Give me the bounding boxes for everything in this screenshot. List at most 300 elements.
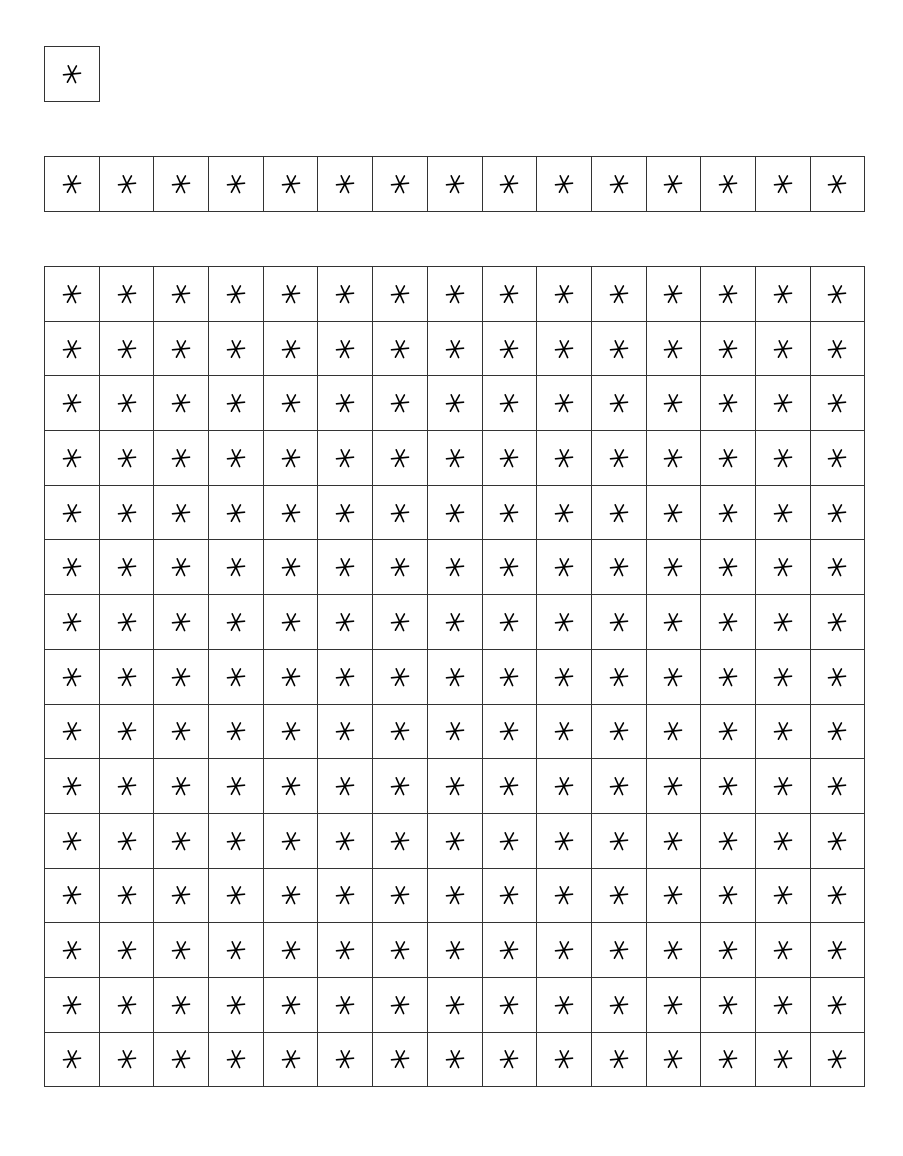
asterisk-icon <box>389 666 411 688</box>
asterisk-icon <box>553 1048 575 1070</box>
grid-cell <box>537 1033 592 1088</box>
grid-cell <box>45 322 100 377</box>
grid-cell <box>701 923 756 978</box>
asterisk-icon <box>444 939 466 961</box>
asterisk-icon <box>553 447 575 469</box>
asterisk-icon <box>170 775 192 797</box>
grid-cell <box>811 705 866 760</box>
asterisk-icon <box>498 392 520 414</box>
grid-cell <box>100 431 155 486</box>
grid-cell <box>537 923 592 978</box>
grid-cell <box>318 267 373 322</box>
asterisk-icon <box>826 283 848 305</box>
asterisk-icon <box>717 173 739 195</box>
grid-cell <box>811 1033 866 1088</box>
grid-cell <box>209 431 264 486</box>
asterisk-icon <box>498 1048 520 1070</box>
asterisk-icon <box>116 994 138 1016</box>
asterisk-icon <box>662 939 684 961</box>
grid-cell <box>318 595 373 650</box>
asterisk-icon <box>170 1048 192 1070</box>
asterisk-icon <box>826 939 848 961</box>
asterisk-icon <box>826 666 848 688</box>
grid-cell <box>318 431 373 486</box>
asterisk-icon <box>444 775 466 797</box>
asterisk-icon <box>61 392 83 414</box>
grid-cell <box>154 431 209 486</box>
grid-cell <box>428 376 483 431</box>
asterisk-icon <box>553 939 575 961</box>
grid-cell <box>209 759 264 814</box>
grid-cell <box>45 869 100 924</box>
grid-cell <box>647 814 702 869</box>
grid-cell <box>483 157 538 212</box>
grid-cell <box>318 157 373 212</box>
grid-cell <box>428 322 483 377</box>
asterisk-icon <box>553 775 575 797</box>
asterisk-icon <box>826 775 848 797</box>
grid-cell <box>373 595 428 650</box>
asterisk-icon <box>662 1048 684 1070</box>
asterisk-icon <box>444 556 466 578</box>
asterisk-icon <box>772 447 794 469</box>
grid-cell <box>592 923 647 978</box>
asterisk-icon <box>826 830 848 852</box>
grid-cell <box>537 978 592 1033</box>
asterisk-icon <box>61 611 83 633</box>
asterisk-icon <box>608 283 630 305</box>
grid-cell <box>701 1033 756 1088</box>
asterisk-icon <box>116 283 138 305</box>
asterisk-icon <box>608 775 630 797</box>
asterisk-icon <box>280 392 302 414</box>
grid-cell <box>428 869 483 924</box>
asterisk-icon <box>116 502 138 524</box>
asterisk-icon <box>280 884 302 906</box>
asterisk-icon <box>498 338 520 360</box>
grid-cell <box>318 486 373 541</box>
asterisk-icon <box>389 1048 411 1070</box>
grid-cell <box>701 759 756 814</box>
grid-cell <box>154 978 209 1033</box>
grid-cell <box>154 869 209 924</box>
asterisk-icon <box>444 283 466 305</box>
asterisk-icon <box>498 447 520 469</box>
asterisk-icon <box>334 447 356 469</box>
asterisk-icon <box>444 502 466 524</box>
grid-cell <box>100 157 155 212</box>
grid-cell <box>154 267 209 322</box>
grid-cell <box>756 923 811 978</box>
asterisk-icon <box>608 611 630 633</box>
grid-cell <box>701 978 756 1033</box>
asterisk-icon <box>444 173 466 195</box>
asterisk-icon <box>61 666 83 688</box>
grid-cell <box>811 814 866 869</box>
grid-cell <box>209 540 264 595</box>
asterisk-icon <box>116 173 138 195</box>
grid-cell <box>209 869 264 924</box>
asterisk-icon <box>772 884 794 906</box>
grid-cell <box>756 322 811 377</box>
asterisk-icon <box>170 939 192 961</box>
asterisk-icon <box>662 775 684 797</box>
grid-cell <box>647 650 702 705</box>
grid-cell <box>592 267 647 322</box>
grid-cell <box>264 759 319 814</box>
grid-cell <box>373 376 428 431</box>
asterisk-icon <box>389 338 411 360</box>
asterisk-icon <box>225 775 247 797</box>
grid-cell <box>701 595 756 650</box>
grid-cell <box>264 486 319 541</box>
asterisk-icon <box>826 994 848 1016</box>
asterisk-icon <box>61 994 83 1016</box>
asterisk-icon <box>170 556 192 578</box>
asterisk-icon <box>498 666 520 688</box>
asterisk-icon <box>553 666 575 688</box>
grid-cell <box>647 267 702 322</box>
grid-cell <box>264 595 319 650</box>
grid-cell <box>264 376 319 431</box>
grid-cell <box>647 923 702 978</box>
grid-cell <box>428 431 483 486</box>
grid-cell <box>100 869 155 924</box>
grid-cell <box>537 540 592 595</box>
asterisk-icon <box>334 611 356 633</box>
grid-cell <box>701 540 756 595</box>
asterisk-icon <box>225 556 247 578</box>
asterisk-icon <box>662 502 684 524</box>
grid-cell <box>483 869 538 924</box>
asterisk-icon <box>826 502 848 524</box>
asterisk-icon <box>280 556 302 578</box>
asterisk-icon <box>170 173 192 195</box>
asterisk-icon <box>826 611 848 633</box>
asterisk-icon <box>389 283 411 305</box>
asterisk-icon <box>498 173 520 195</box>
grid-cell <box>45 759 100 814</box>
asterisk-icon <box>61 63 83 85</box>
grid-cell <box>45 595 100 650</box>
grid-cell <box>592 322 647 377</box>
asterisk-icon <box>444 447 466 469</box>
asterisk-icon <box>225 611 247 633</box>
grid-cell <box>209 650 264 705</box>
grid-cell <box>154 322 209 377</box>
grid-cell <box>154 923 209 978</box>
asterisk-icon <box>334 556 356 578</box>
asterisk-icon <box>170 502 192 524</box>
asterisk-icon <box>116 666 138 688</box>
grid-cell <box>647 486 702 541</box>
asterisk-icon <box>225 392 247 414</box>
grid-cell <box>264 322 319 377</box>
asterisk-icon <box>280 666 302 688</box>
asterisk-icon <box>389 830 411 852</box>
asterisk-icon <box>498 939 520 961</box>
asterisk-icon <box>608 884 630 906</box>
grid-cell <box>647 759 702 814</box>
grid-cell <box>209 705 264 760</box>
grid-cell <box>756 595 811 650</box>
asterisk-icon <box>662 666 684 688</box>
grid-cell <box>373 978 428 1033</box>
asterisk-icon <box>717 611 739 633</box>
grid-cell <box>483 267 538 322</box>
asterisk-icon <box>280 447 302 469</box>
grid-cell <box>701 814 756 869</box>
grid-cell <box>45 486 100 541</box>
grid-cell <box>209 1033 264 1088</box>
grid-cell <box>373 1033 428 1088</box>
grid-cell <box>373 650 428 705</box>
asterisk-icon <box>61 884 83 906</box>
grid-cell <box>264 1033 319 1088</box>
asterisk-icon <box>389 447 411 469</box>
grid-cell <box>701 157 756 212</box>
grid-cell <box>483 540 538 595</box>
asterisk-icon <box>717 884 739 906</box>
asterisk-icon <box>498 775 520 797</box>
grid-cell <box>647 376 702 431</box>
asterisk-icon <box>553 502 575 524</box>
grid-cell <box>264 814 319 869</box>
asterisk-icon <box>553 611 575 633</box>
asterisk-icon <box>334 1048 356 1070</box>
grid-cell <box>592 431 647 486</box>
asterisk-icon <box>662 884 684 906</box>
grid-cell <box>154 376 209 431</box>
grid-cell <box>647 705 702 760</box>
grid-cell <box>373 705 428 760</box>
grid-cell <box>483 705 538 760</box>
grid-cell <box>756 376 811 431</box>
grid-cell <box>154 759 209 814</box>
grid-cell <box>45 47 100 102</box>
asterisk-icon <box>116 720 138 742</box>
asterisk-icon <box>498 720 520 742</box>
grid-cell <box>811 923 866 978</box>
grid-cell <box>318 322 373 377</box>
grid-cell <box>483 814 538 869</box>
grid-cell <box>701 431 756 486</box>
asterisk-icon <box>444 1048 466 1070</box>
grid-cell <box>318 869 373 924</box>
asterisk-icon <box>498 283 520 305</box>
asterisk-icon <box>772 775 794 797</box>
grid-cell <box>373 759 428 814</box>
asterisk-icon <box>826 338 848 360</box>
asterisk-icon <box>772 720 794 742</box>
grid-cell <box>756 814 811 869</box>
asterisk-icon <box>444 611 466 633</box>
grid-cell <box>701 869 756 924</box>
asterisk-icon <box>280 338 302 360</box>
grid-cell <box>428 814 483 869</box>
asterisk-icon <box>553 173 575 195</box>
grid-cell <box>100 759 155 814</box>
asterisk-icon <box>444 720 466 742</box>
grid-cell <box>592 376 647 431</box>
asterisk-icon <box>170 830 192 852</box>
asterisk-icon <box>608 173 630 195</box>
asterisk-icon <box>608 830 630 852</box>
grid-cell <box>537 486 592 541</box>
grid-cell <box>537 376 592 431</box>
grid-cell <box>154 595 209 650</box>
asterisk-icon <box>334 939 356 961</box>
asterisk-icon <box>772 338 794 360</box>
asterisk-icon <box>170 283 192 305</box>
grid-cell <box>811 759 866 814</box>
grid-cell <box>811 376 866 431</box>
asterisk-icon <box>662 447 684 469</box>
asterisk-icon <box>717 666 739 688</box>
grid-cell <box>45 157 100 212</box>
grid-cell <box>100 705 155 760</box>
grid-cell <box>154 650 209 705</box>
grid-cell <box>811 267 866 322</box>
grid-cell <box>373 923 428 978</box>
asterisk-icon <box>61 338 83 360</box>
asterisk-icon <box>334 775 356 797</box>
grid-cell <box>537 705 592 760</box>
asterisk-icon <box>116 392 138 414</box>
grid-cell <box>483 923 538 978</box>
grid-cell <box>100 486 155 541</box>
asterisk-icon <box>772 173 794 195</box>
asterisk-icon <box>553 720 575 742</box>
grid-cell <box>592 157 647 212</box>
asterisk-icon <box>170 392 192 414</box>
asterisk-icon <box>61 720 83 742</box>
grid-cell <box>318 978 373 1033</box>
asterisk-icon <box>717 502 739 524</box>
asterisk-icon <box>61 283 83 305</box>
asterisk-icon <box>280 502 302 524</box>
grid-cell <box>264 705 319 760</box>
asterisk-icon <box>826 173 848 195</box>
grid-cell <box>701 650 756 705</box>
grid-cell <box>318 1033 373 1088</box>
grid-cell <box>647 322 702 377</box>
asterisk-icon <box>225 173 247 195</box>
grid-cell <box>318 650 373 705</box>
asterisk-icon <box>116 884 138 906</box>
asterisk-icon <box>116 775 138 797</box>
asterisk-icon <box>608 502 630 524</box>
asterisk-icon <box>280 283 302 305</box>
grid-cell <box>318 376 373 431</box>
asterisk-icon <box>389 556 411 578</box>
grid-cell <box>209 814 264 869</box>
grid-cell <box>209 595 264 650</box>
asterisk-icon <box>717 939 739 961</box>
asterisk-icon <box>498 830 520 852</box>
asterisk-icon <box>662 392 684 414</box>
asterisk-icon <box>608 392 630 414</box>
grid-cell <box>428 650 483 705</box>
grid-cell <box>647 431 702 486</box>
asterisk-icon <box>225 884 247 906</box>
asterisk-icon <box>772 1048 794 1070</box>
asterisk-icon <box>444 338 466 360</box>
grid-cell <box>100 540 155 595</box>
asterisk-icon <box>826 447 848 469</box>
asterisk-icon <box>553 338 575 360</box>
asterisk-icon <box>61 775 83 797</box>
grid-cell <box>483 595 538 650</box>
asterisk-icon <box>498 556 520 578</box>
asterisk-icon <box>553 556 575 578</box>
fifteen-row-grid <box>44 156 865 212</box>
asterisk-icon <box>608 556 630 578</box>
asterisk-icon <box>498 502 520 524</box>
asterisk-icon <box>170 338 192 360</box>
asterisk-icon <box>717 720 739 742</box>
asterisk-icon <box>170 884 192 906</box>
asterisk-icon <box>225 666 247 688</box>
fifteen-by-fifteen-grid <box>44 266 865 1087</box>
grid-cell <box>100 650 155 705</box>
asterisk-icon <box>170 611 192 633</box>
grid-cell <box>373 322 428 377</box>
asterisk-icon <box>662 283 684 305</box>
asterisk-icon <box>389 994 411 1016</box>
asterisk-icon <box>498 884 520 906</box>
asterisk-icon <box>389 173 411 195</box>
grid-cell <box>811 869 866 924</box>
grid-cell <box>811 486 866 541</box>
grid-cell <box>428 705 483 760</box>
grid-cell <box>811 650 866 705</box>
asterisk-icon <box>389 611 411 633</box>
asterisk-icon <box>444 830 466 852</box>
grid-cell <box>756 486 811 541</box>
asterisk-icon <box>662 173 684 195</box>
grid-cell <box>100 322 155 377</box>
asterisk-icon <box>826 1048 848 1070</box>
grid-cell <box>756 869 811 924</box>
asterisk-icon <box>717 338 739 360</box>
grid-cell <box>45 1033 100 1088</box>
asterisk-icon <box>444 884 466 906</box>
grid-cell <box>318 759 373 814</box>
asterisk-icon <box>225 283 247 305</box>
asterisk-icon <box>225 338 247 360</box>
asterisk-icon <box>389 775 411 797</box>
asterisk-icon <box>116 1048 138 1070</box>
grid-cell <box>701 376 756 431</box>
grid-cell <box>537 869 592 924</box>
grid-cell <box>592 814 647 869</box>
asterisk-icon <box>826 556 848 578</box>
asterisk-icon <box>444 392 466 414</box>
single-unit-grid <box>44 46 100 102</box>
asterisk-icon <box>116 556 138 578</box>
asterisk-icon <box>662 338 684 360</box>
asterisk-icon <box>280 830 302 852</box>
grid-cell <box>756 978 811 1033</box>
asterisk-icon <box>280 1048 302 1070</box>
grid-cell <box>483 431 538 486</box>
asterisk-icon <box>826 392 848 414</box>
grid-cell <box>537 322 592 377</box>
grid-cell <box>483 322 538 377</box>
grid-cell <box>428 1033 483 1088</box>
asterisk-icon <box>334 720 356 742</box>
